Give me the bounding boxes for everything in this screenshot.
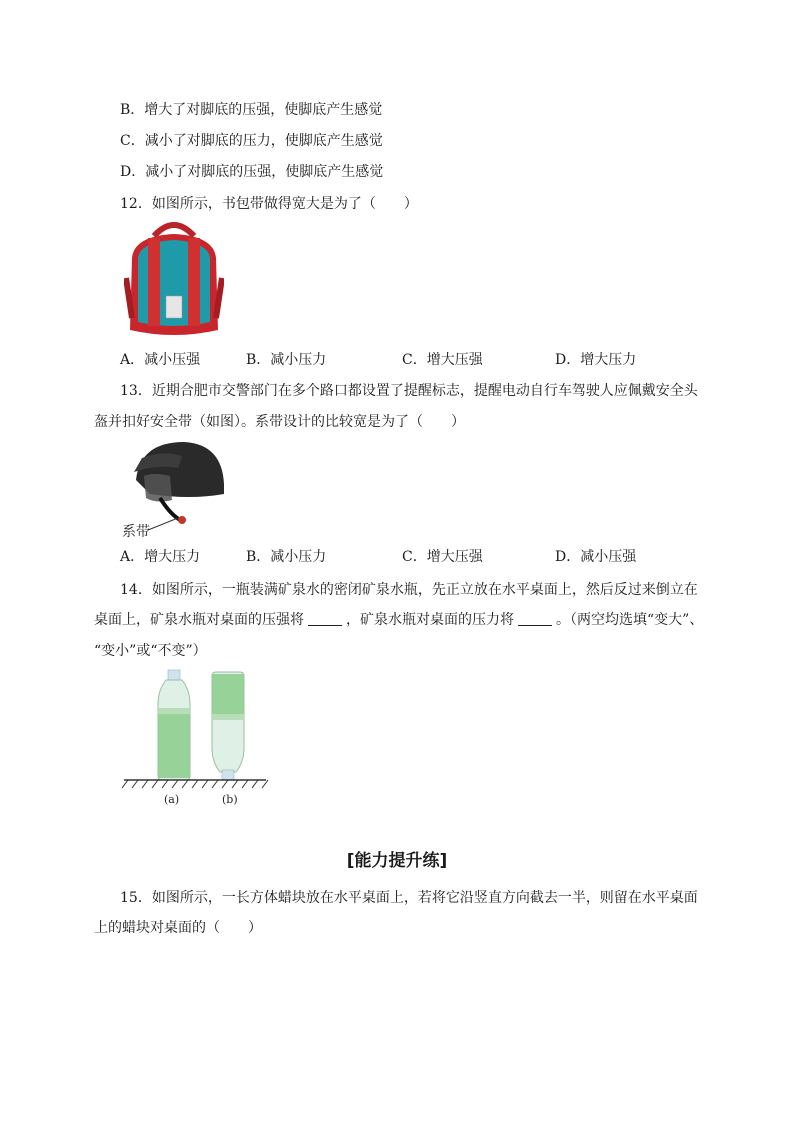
q11-option-c: C．减小了对脚底的压力，使脚底产生感觉 [120,133,383,149]
q14-line2-part3: 。（两空均选填“变大”、 [556,612,704,628]
q13-stem-line1: 13．近期合肥市交警部门在多个路口都设置了提醒标志，提醒电动自行车驾驶人应佩戴安全头 [120,383,698,399]
section-title: [能力提升练] [346,851,448,871]
q13-option-b: B．减小压力 [246,549,327,565]
backpack-figure [124,218,224,342]
q11-option-d: D．减小了对脚底的压强，使脚底产生感觉 [120,164,384,180]
helmet-figure [120,438,230,542]
q12-option-c: C．增大压强 [402,352,483,368]
label-b: (b) [222,793,238,806]
q14-line3: “变小”或“不变”） [94,643,207,659]
q14-line2 [94,610,703,630]
q15-line1: 15．如图所示，一长方体蜡块放在水平桌面上，若将它沿竖直方向截去一半，则留在水平桌面 [120,890,698,906]
q12-stem: 12．如图所示，书包带做得宽大是为了（ ） [120,196,418,212]
q14-line2-part2: ，矿泉水瓶对桌面的压力将 [346,612,514,628]
bottles-figure [120,668,270,808]
q12-option-a: A．减小压强 [120,352,201,368]
q13-option-a: A．增大压力 [120,549,201,565]
q13-stem-line2: 盔并扣好安全带（如图）。系带设计的比较宽是为了（ ） [94,414,465,430]
blank-1[interactable] [308,611,342,626]
q12-option-d: D．增大压力 [555,352,637,368]
blank-2[interactable] [518,611,552,626]
upright-bottle [158,670,190,780]
q11-option-b: B．增大了对脚底的压强，使脚底产生感觉 [120,102,383,118]
q15-line2: 上的蜡块对桌面的（ ） [94,920,262,936]
label-a: (a) [164,793,180,806]
q14-line2-part1: 桌面上，矿泉水瓶对桌面的压强将 [94,612,304,628]
q12-option-b: B．减小压力 [246,352,327,368]
q13-option-d: D．减小压强 [555,549,637,565]
inverted-bottle [212,672,244,780]
q13-option-c: C．增大压强 [402,549,483,565]
strap-label: 系带 [122,524,150,540]
q14-line1: 14．如图所示，一瓶装满矿泉水的密闭矿泉水瓶，先正立放在水平桌面上，然后反过来倒立在 [120,582,698,598]
